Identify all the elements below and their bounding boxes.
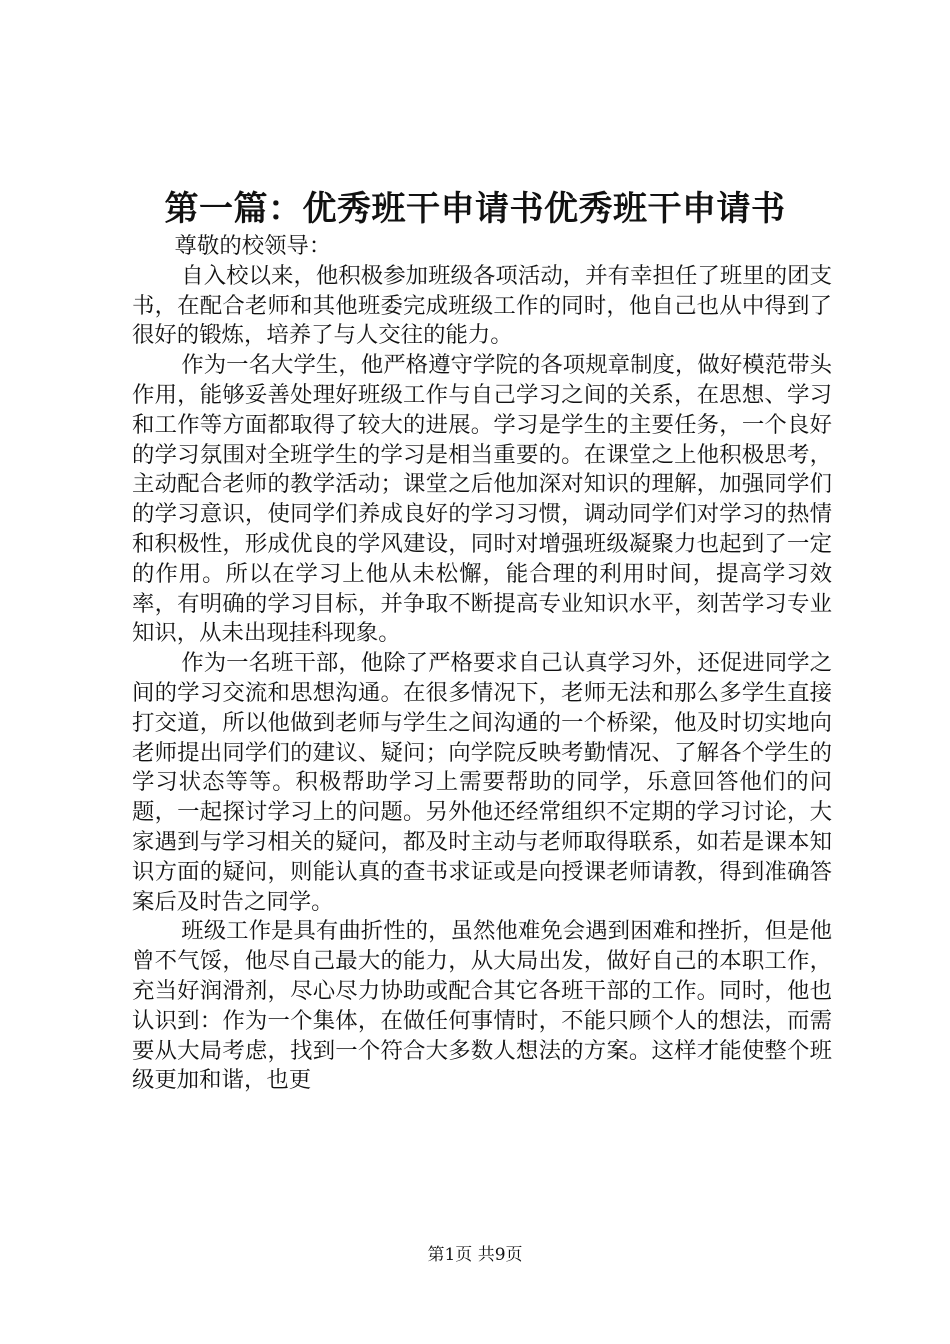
paragraph-1: 自入校以来，他积极参加班级各项活动，并有幸担任了班里的团支书，在配合老师和其他班委完成班级工作的同时，他自己也从中得到了很好的锻炼，培养了与人交往的能力。 (132, 262, 832, 349)
paragraph-3: 作为一名班干部，他除了严格要求自己认真学习外，还促进同学之间的学习交流和思想沟通。在很多情况下，老师无法和那么多学生直接打交道，所以他做到老师与学生之间沟通的一个桥梁，他及时切实地向老师提出同学们的建议、疑问；向学院反映考勤情况、了解各个学生的学习状态等等。积极帮助学习上需要帮助的同学，乐意回答他们的问题，一起探讨学习上的问题。另外他还经常组织不定期的学习讨论，大家遇到与学习相关的疑问，都及时主动与老师取得联系，如若是课本知识方面的疑问，则能认真的查书求证或是向授课老师请教，得到准确答案后及时告之同学。 (132, 650, 832, 915)
page-number-footer: 第1页 共9页 (427, 1245, 523, 1265)
paragraph-2: 作为一名大学生，他严格遵守学院的各项规章制度，做好模范带头作用，能够妥善处理好班级工作与自己学习之间的关系，在思想、学习和工作等方面都取得了较大的进展。学习是学生的主要任务，一个良好的学习氛围对全班学生的学习是相当重要的。在课堂之上他积极思考，主动配合老师的教学活动；课堂之后他加深对知识的理解，加强同学们的学习意识，使同学们养成良好的学习习惯，调动同学们对学习的热情和积极性，形成优良的学风建设，同时对增强班级凝聚力也起到了一定的作用。所以在学习上他从未松懈，能合理的利用时间，提高学习效率，有明确的学习目标，并争取不断提高专业知识水平，刻苦学习专业知识，从未出现挂科现象。 (132, 352, 832, 647)
document-title: 第一篇：优秀班干申请书优秀班干申请书 (164, 189, 786, 229)
document-body (132, 232, 832, 1096)
greeting-line: 尊敬的校领导： (174, 233, 332, 259)
paragraph-4: 班级工作是具有曲折性的，虽然他难免会遇到困难和挫折，但是他曾不气馁，他尽自己最大的能力，从大局出发，做好自己的本职工作，充当好润滑剂，尽心尽力协助或配合其它各班干部的工作。同时，他也认识到：作为一个集体，在做任何事情时，不能只顾个人的想法，而需要从大局考虑，找到一个符合大多数人想法的方案。这样才能使整个班级更加和谐，也更 (132, 918, 832, 1094)
